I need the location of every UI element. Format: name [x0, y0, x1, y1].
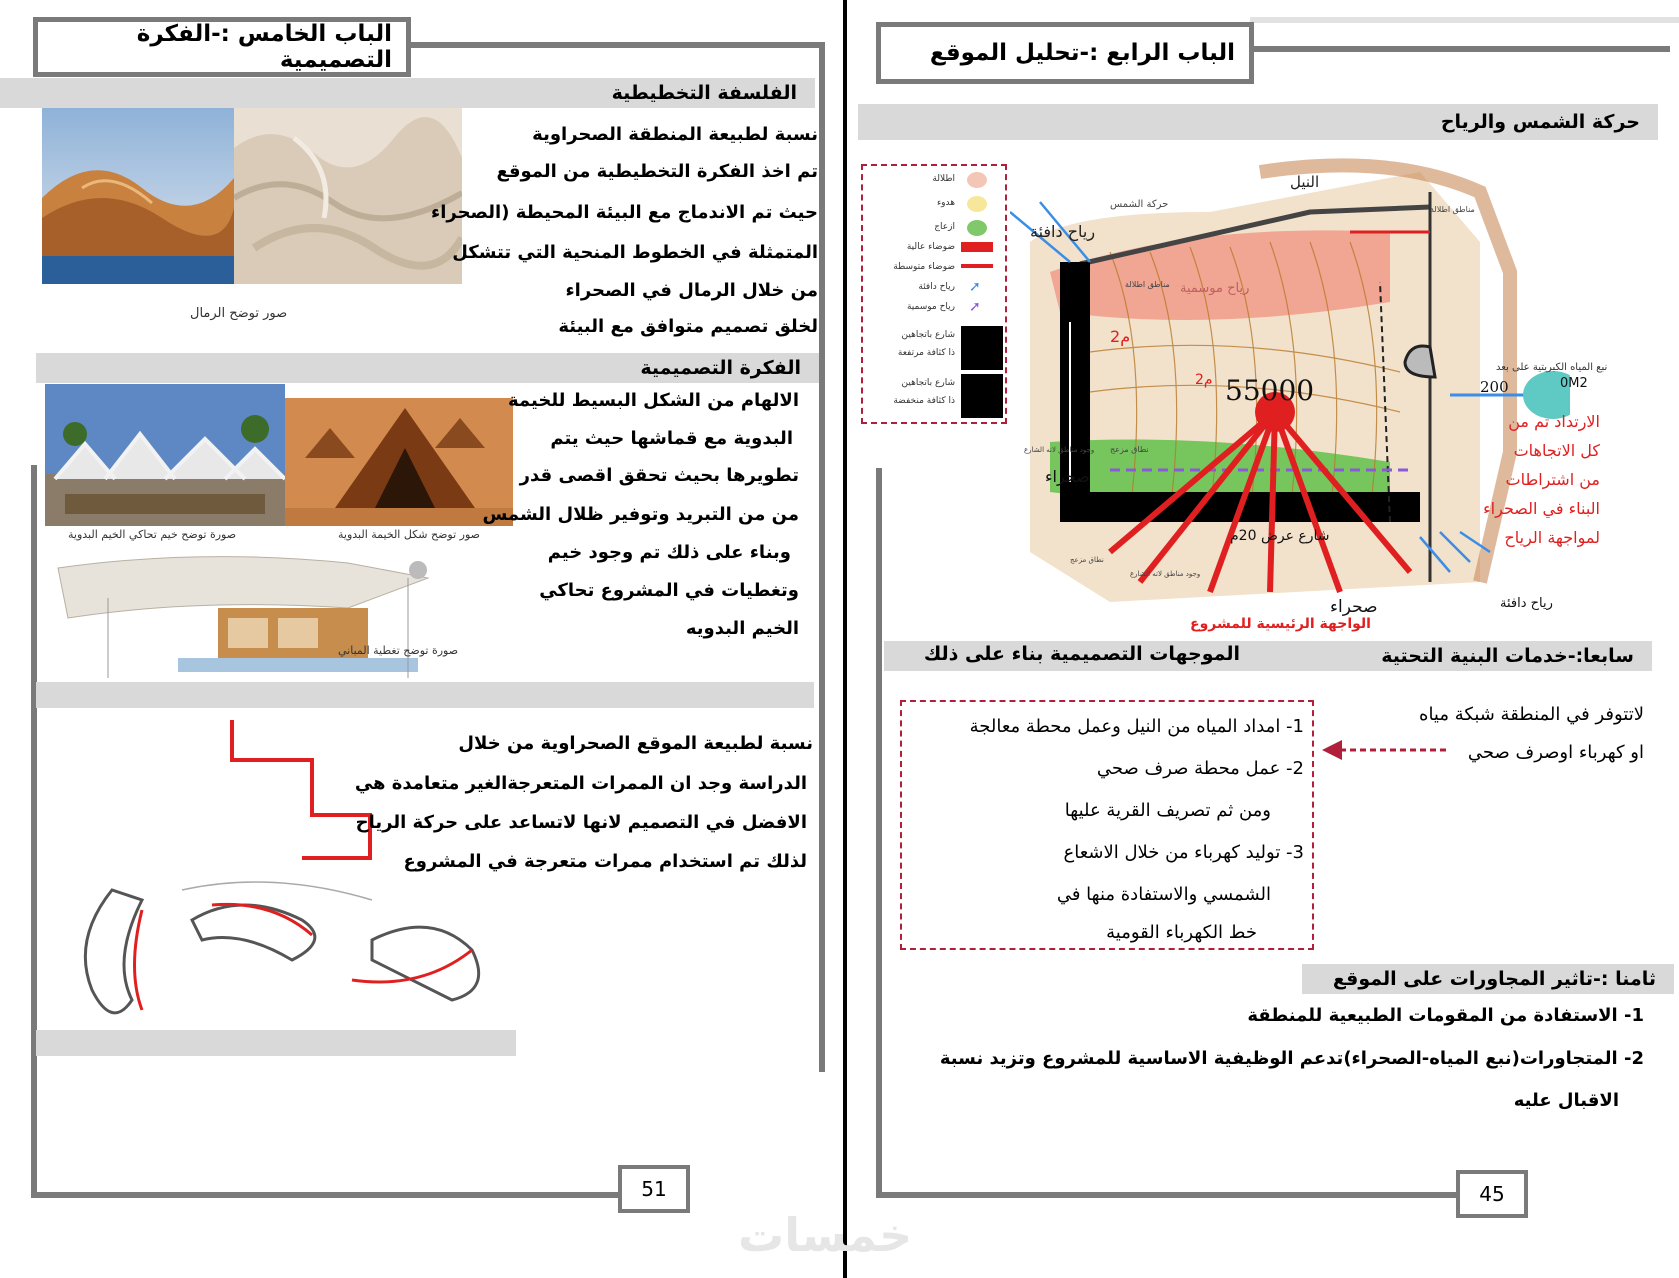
- map-label-nile: النيل: [1290, 173, 1320, 191]
- legend-label-street-low-1: شارع باتجاهين: [901, 378, 955, 388]
- sand-dunes-image-1: [42, 108, 234, 284]
- map-label-bottom-note-2: وجود مناطق لاته الشارع: [1130, 570, 1201, 578]
- section1-line-4: المتمثلة في الخطوط المنحية التي تتشكل: [452, 242, 818, 263]
- section1-line-6: لخلق تصميم متوافق مع البيئة: [558, 316, 818, 337]
- map-right-note-5: لمواجهة الرياح: [1504, 528, 1600, 547]
- right-section7b-title: الموجهات التصميمية بناء على ذلك: [923, 643, 1240, 665]
- map-label-warm-wind: رياح دافئة: [1030, 222, 1096, 241]
- legend-label-street-high-2: ذا كثافة مرتفعة: [897, 348, 955, 358]
- map-label-sun: حركة الشمس: [1110, 199, 1169, 210]
- legend-label-warm-wind: رياح دافئة: [918, 282, 955, 292]
- map-label-view-zone: مناطق اطلالة: [1125, 280, 1170, 289]
- map-label-main-facade: الواجهة الرئيسية للمشروع: [1190, 616, 1371, 632]
- legend-swatch-street-high: [961, 326, 1003, 370]
- legend-label-view: اطلالة: [932, 174, 955, 184]
- guide-dashed-arrow: [1320, 738, 1450, 762]
- section2-line-1: الالهام من الشكل البسيط للخيمة: [508, 390, 799, 411]
- site-analysis-map: [1010, 152, 1570, 632]
- section2-line-7: الخيم البدويه: [685, 618, 799, 639]
- right-sun-title: حركة الشمس والرياح: [1440, 111, 1640, 133]
- section1-line-3: حيث تم الاندماج مع البيئة المحيطة (الصحراء: [431, 202, 818, 223]
- legend-swatch-quiet: [967, 196, 987, 212]
- legend-label-noise: ازعاج: [934, 222, 955, 232]
- legend-label-high-noise: ضوضاء عالية: [906, 242, 955, 252]
- legend-label-quiet: هدوء: [936, 198, 955, 208]
- right-chapter-title-text: الباب الرابع :-تحليل الموقع: [929, 40, 1235, 66]
- left-frame-bottom: [31, 1192, 621, 1198]
- map-spring-dist: 0M2: [1560, 376, 1588, 391]
- left-chapter-title-text: الباب الخامس :-الفكرة التصميمية: [136, 21, 392, 73]
- section2-line-3: تطويرها بحيث تحقق اقصى قدر: [519, 465, 799, 486]
- watermark-logo: خمسات: [738, 1208, 913, 1262]
- page-divider: [843, 0, 847, 1278]
- map-label-winds-bottom: رياح دافئة: [1500, 596, 1553, 611]
- map-right-note-1: الارتداد تم من: [1508, 412, 1600, 431]
- right-frame-bottom: [876, 1192, 1466, 1198]
- legend-label-seasonal-wind: رياح موسمية: [906, 302, 955, 312]
- left-grey-band-2: [36, 1030, 516, 1056]
- map-label-view-zone-2: مناطق اطلالة: [1430, 205, 1475, 214]
- map-label-desert-bottom: صحراء: [1330, 597, 1378, 617]
- section3-line-3: الافضل في التصميم لانها لاتساعد على حركة الرياح: [355, 812, 807, 833]
- sand-caption: صور توضح الرمال: [190, 306, 288, 321]
- guide-line-5: الشمسي والاستفادة منها في: [1056, 884, 1271, 905]
- guide-line-3: ومن ثم تصريف القرية عليها: [1064, 800, 1271, 821]
- guide-line-4: 3- توليد كهرباء من خلال الاشعاع: [1063, 842, 1304, 863]
- legend-swatch-noise: [967, 220, 987, 236]
- guide-line-6: خط الكهرباء القومية: [1106, 922, 1257, 943]
- tent-caption-2: صور توضح شكل الخيمة البدوية: [338, 528, 480, 541]
- left-grey-band-1: [36, 682, 814, 708]
- map-spring-note: نبع المياه الكبريتية على بعد: [1496, 362, 1608, 373]
- section1-line-2: تم اخذ الفكرة التخطيطية من الموقع: [496, 161, 818, 182]
- tent-caption-3: صورة توضح تغطية المباني: [338, 644, 459, 657]
- right-section8-title: ثامنا :-تاثير المجاورات على الموقع: [1332, 968, 1656, 990]
- map-label-desert-left: صحراء: [1045, 467, 1090, 486]
- guide-line-1: 1- امداد المياه من النيل وعمل محطة معالجة: [969, 716, 1304, 737]
- infra-line-2: او كهرباء اوصرف صحي: [1467, 742, 1644, 763]
- map-label-area: 55000: [1225, 374, 1315, 407]
- right-chapter-title: [876, 22, 1254, 84]
- section2-line-2: البدوية مع قماشها حيث يتم: [550, 428, 793, 449]
- legend-swatch-warm-wind: ➚: [969, 279, 981, 295]
- map-label-dim-200: 200: [1480, 378, 1509, 396]
- section2-line-5: وبناء على ذلك تم وجود خيم: [547, 542, 791, 563]
- shade-structure-image: [48, 548, 468, 686]
- right-frame-top-dark: [1250, 46, 1670, 52]
- right-sun-band: [858, 104, 1658, 140]
- left-section1-band: [0, 78, 815, 108]
- tent-resort-image: [45, 384, 285, 526]
- map-right-note-3: من اشتراطات: [1505, 470, 1600, 489]
- right-section7-title: سابعا:-خدمات البنية التحتية: [1381, 645, 1634, 667]
- left-page-number-text: 51: [641, 1177, 667, 1201]
- map-label-area-unit: م2: [1195, 372, 1213, 388]
- legend-label-street-high-1: شارع باتجاهين: [901, 330, 955, 340]
- section2-line-4: من من التبريد وتوفير ظلال الشمس: [482, 504, 799, 525]
- right-frame-left: [876, 468, 882, 1198]
- map-label-bottom-note-1: نطاق مزعج: [1070, 556, 1104, 564]
- zigzag-path-diagram: [222, 720, 372, 860]
- left-page-number: [618, 1165, 690, 1213]
- map-right-note-4: البناء في الصحراء: [1483, 499, 1600, 518]
- left-section2-band: [36, 353, 819, 383]
- curved-paths-diagram: [72, 880, 502, 1030]
- map-right-note-2: كل الاتجاهات: [1513, 441, 1600, 460]
- right-page-number-text: 45: [1479, 1182, 1505, 1206]
- bedouin-tent-image: [285, 398, 513, 526]
- section2-line-6: وتغطيات في المشروع تحاكي: [539, 580, 799, 601]
- section1-line-1: نسبة لطبيعة المنطقة الصحراوية: [532, 124, 818, 145]
- legend-label-mid-noise: ضوضاء متوسطة: [893, 262, 955, 272]
- right-frame-top: [1250, 17, 1679, 23]
- left-frame-right: [819, 42, 825, 1072]
- map-legend: [861, 164, 1007, 424]
- legend-label-street-low-2: ذا كثافة منخفضة: [893, 396, 955, 406]
- map-label-noise: نطاق مزعج: [1110, 445, 1149, 454]
- left-section2-title: الفكرة التصميمية: [640, 357, 801, 379]
- section3-line-1: نسبة لطبيعة الموقع الصحراوية من خلال: [458, 733, 813, 754]
- guide-line-2: 2- عمل محطة صرف صحي: [1096, 758, 1304, 779]
- map-label-street: شارع عرض 20م: [1230, 528, 1330, 544]
- map-label-seasonal-wind: رياح موسمية: [1180, 281, 1250, 296]
- section8-line-1: 1- الاستفادة من المقومات الطبيعية للمنطقة: [1247, 1005, 1644, 1026]
- section3-line-2: الدراسة وجد ان الممرات المتعرجةالغير متعامدة هي: [354, 773, 807, 794]
- section3-line-4: لذلك تم استخدام ممرات متعرجة في المشروع: [403, 851, 807, 872]
- legend-swatch-high-noise: [961, 242, 993, 252]
- section8-line-2: 2- المتجاورات(نبع المياه-الصحراء)تدعم الوظيفية الاساسية للمشروع وتزيد نسبة: [939, 1048, 1644, 1069]
- left-frame-top: [400, 42, 825, 48]
- sand-dunes-image-2: [234, 108, 462, 284]
- legend-swatch-view: [967, 172, 987, 188]
- section8-line-3: الاقبال عليه: [1513, 1090, 1619, 1111]
- left-chapter-title: [33, 17, 411, 77]
- design-guides-box: [900, 700, 1314, 950]
- legend-swatch-mid-noise: [961, 264, 993, 268]
- legend-swatch-street-low: [961, 374, 1003, 418]
- infra-line-1: لاتتوفر في المنطقة شبكة مياه: [1419, 704, 1644, 725]
- left-frame-left: [31, 465, 37, 1198]
- map-label-left-p: 2م: [1110, 327, 1131, 346]
- map-label-left-side-note: وجود مناطق لاته الشارع: [1024, 446, 1095, 454]
- right-section8-band: [1302, 964, 1674, 994]
- tent-caption-1: صورة توضح خيم تحاكي الخيم البدوية: [68, 528, 237, 541]
- left-section1-title: الفلسفة التخطيطية: [611, 82, 797, 104]
- section1-line-5: من خلال الرمال في الصحراء: [565, 280, 818, 301]
- right-page-number: [1456, 1170, 1528, 1218]
- legend-swatch-seasonal-wind: ➚: [969, 299, 981, 315]
